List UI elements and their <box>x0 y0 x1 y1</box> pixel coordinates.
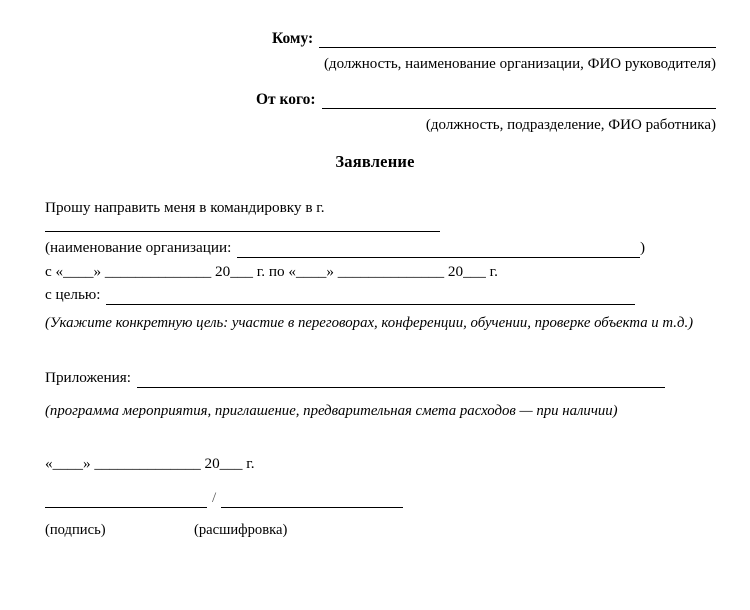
page-title: Заявление <box>335 152 415 171</box>
signature-separator: / <box>212 489 217 506</box>
period-to-month-blank[interactable]: ______________ <box>337 263 445 280</box>
destination-fill-line[interactable] <box>45 231 440 232</box>
signature-date-quote-open: « <box>45 455 53 472</box>
request-line: Прошу направить меня в командировку в г. <box>45 199 325 216</box>
signature-date-year-blank[interactable]: ___ <box>219 455 243 472</box>
organization-fill-line[interactable] <box>237 244 640 258</box>
signature-date-year-suffix: г. <box>246 455 255 472</box>
period-from-quote-close: » <box>93 263 102 280</box>
signature-date-day-blank[interactable]: ____ <box>52 455 83 472</box>
attachments-row <box>45 370 665 387</box>
period-to-year: 20 <box>447 263 464 280</box>
attachments-hint: (программа мероприятия, приглашение, предварительная смета расходов — при наличии) <box>45 403 618 419</box>
period-from-day-blank[interactable]: ____ <box>63 263 94 280</box>
signature-lines-row <box>45 489 403 507</box>
addressee-label: Кому: <box>272 30 314 47</box>
period-to-day-blank[interactable]: ____ <box>296 263 327 280</box>
period-from-quote-open: с « <box>45 263 64 280</box>
signature-fill-line[interactable] <box>45 494 207 508</box>
period-to-year-blank[interactable]: ___ <box>463 263 486 280</box>
period-from-year-suffix: г. <box>256 263 266 280</box>
applicant-caption: (должность, подразделение, ФИО работника) <box>425 117 716 133</box>
attachments-label: Приложения: <box>45 369 131 386</box>
addressee-row <box>272 31 716 47</box>
trip-period-row <box>45 264 498 281</box>
purpose-fill-line[interactable] <box>106 291 635 305</box>
signature-date-quote-close: » <box>82 455 91 472</box>
purpose-hint: (Укажите конкретную цель: участие в переговорах, конференции, обучении, проверке объекта и т.д.) <box>45 315 694 331</box>
organization-label: (наименование организации: <box>45 239 232 256</box>
attachments-fill-line[interactable] <box>137 374 665 388</box>
applicant-label: От кого: <box>256 91 316 108</box>
organization-close-paren: ) <box>639 239 645 256</box>
purpose-label: с целью: <box>45 286 101 303</box>
transcript-caption: (расшифровка) <box>194 522 288 538</box>
transcript-fill-line[interactable] <box>221 494 403 508</box>
organization-row <box>45 240 645 257</box>
period-to-quote-close: » <box>326 263 334 280</box>
signature-caption: (подпись) <box>45 522 106 538</box>
signature-date-year: 20 <box>204 455 220 472</box>
addressee-caption: (должность, наименование организации, ФИО руководителя) <box>323 56 716 72</box>
applicant-row <box>256 92 716 108</box>
signature-date-month-blank[interactable]: ______________ <box>94 455 201 472</box>
signature-date-row <box>45 456 255 473</box>
period-from-year: 20 <box>215 263 231 280</box>
addressee-fill-line[interactable] <box>319 33 716 48</box>
applicant-fill-line[interactable] <box>322 94 716 109</box>
period-from-month-blank[interactable]: ______________ <box>104 263 212 280</box>
purpose-row <box>45 287 635 304</box>
period-from-year-blank[interactable]: ___ <box>230 263 253 280</box>
period-connector: по « <box>268 263 297 280</box>
period-to-year-suffix: г. <box>489 263 498 280</box>
